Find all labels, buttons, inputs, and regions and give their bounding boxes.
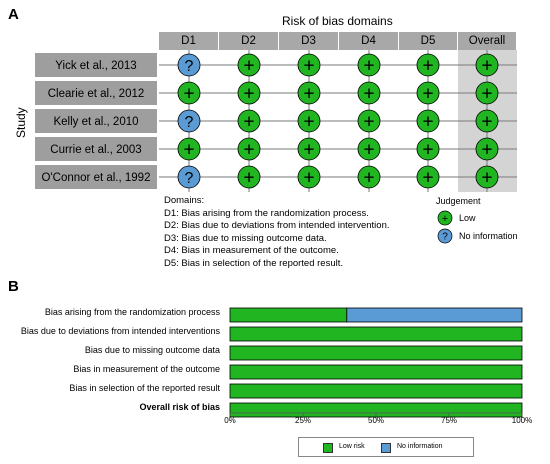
bar-label-selection: Bias in selection of the reported result <box>69 383 220 393</box>
bar-low-5 <box>230 384 522 398</box>
legend-label-low: Low risk <box>339 443 365 450</box>
svg-text:+: + <box>481 83 493 105</box>
svg-text:+: + <box>183 139 195 161</box>
svg-text:+: + <box>363 139 375 161</box>
domains-legend-d4: D4: Bias in measurement of the outcome. <box>164 245 339 256</box>
bar-label-overall: Overall risk of bias <box>139 402 220 412</box>
svg-text:+: + <box>422 167 434 189</box>
svg-text:+: + <box>363 167 375 189</box>
header-d2: D2 <box>219 32 279 50</box>
bar-label-missing-data: Bias due to missing outcome data <box>84 345 220 355</box>
svg-text:+: + <box>422 139 434 161</box>
svg-text:+: + <box>481 111 493 133</box>
low-legend-label: Low <box>459 213 476 223</box>
svg-text:+: + <box>303 111 315 133</box>
svg-text:?: ? <box>184 58 194 75</box>
svg-text:+: + <box>481 139 493 161</box>
study-label-5: O'Connor et al., 1992 <box>34 164 158 190</box>
svg-text:+: + <box>183 83 195 105</box>
svg-text:+: + <box>243 83 255 105</box>
x-tick-100: 100% <box>511 416 533 425</box>
svg-text:+: + <box>303 167 315 189</box>
x-tick-50: 50% <box>367 416 385 425</box>
svg-text:+: + <box>422 55 434 77</box>
svg-text:+: + <box>243 139 255 161</box>
domains-legend-d1: D1: Bias arising from the randomization process. <box>164 207 369 219</box>
noinfo-legend-symbol: ? <box>442 231 448 243</box>
risk-of-bias-domains-title: Risk of bias domains <box>282 14 393 28</box>
svg-text:+: + <box>422 111 434 133</box>
study-label-4: Currie et al., 2003 <box>34 136 158 162</box>
svg-text:+: + <box>481 55 493 77</box>
legend-swatch-low <box>323 443 333 453</box>
bar-chart-legend <box>298 437 474 457</box>
study-label-1: Yick et al., 2013 <box>34 52 158 78</box>
low-legend-symbol: + <box>441 212 449 225</box>
x-tick-25: 25% <box>294 416 312 425</box>
svg-text:+: + <box>243 111 255 133</box>
x-tick-0: 0% <box>224 416 236 425</box>
bar-label-randomization: Bias arising from the randomization process <box>44 307 220 317</box>
svg-text:+: + <box>363 111 375 133</box>
domains-legend-title: Domains: <box>164 195 205 206</box>
svg-text:+: + <box>303 139 315 161</box>
domains-legend-d5: D5: Bias in selection of the reported result. <box>164 257 344 269</box>
svg-text:+: + <box>363 83 375 105</box>
panel-a-label: A <box>8 6 19 23</box>
panel-b-label: B <box>8 278 19 295</box>
study-label-2: Clearie et al., 2012 <box>34 80 158 106</box>
noinfo-legend-label: No information <box>459 231 518 241</box>
x-tick-75: 75% <box>440 416 458 425</box>
svg-text:+: + <box>303 55 315 77</box>
bar-low-1 <box>230 308 347 322</box>
header-d4: D4 <box>339 32 399 50</box>
header-d3: D3 <box>279 32 339 50</box>
bar-low-3 <box>230 346 522 360</box>
svg-text:+: + <box>481 167 493 189</box>
study-label-3: Kelly et al., 2010 <box>34 108 158 134</box>
svg-text:+: + <box>363 55 375 77</box>
judgement-legend-title: Judgement <box>436 196 481 206</box>
header-d1: D1 <box>159 32 219 50</box>
svg-text:?: ? <box>184 170 194 187</box>
svg-text:+: + <box>243 167 255 189</box>
domains-legend-d2: D2: Bias due to deviations from intended intervention. <box>164 220 390 231</box>
legend-swatch-noinfo <box>381 443 391 453</box>
domains-legend-d3: D3: Bias due to missing outcome data. <box>164 232 327 244</box>
header-d5: D5 <box>399 32 458 50</box>
svg-text:+: + <box>422 83 434 105</box>
bar-noinfo-1 <box>347 308 522 322</box>
svg-text:+: + <box>243 55 255 77</box>
bar-label-measurement: Bias in measurement of the outcome <box>73 364 220 374</box>
svg-text:?: ? <box>184 114 194 131</box>
bar-low-2 <box>230 327 522 341</box>
study-axis-label: Study <box>14 107 28 138</box>
bar-low-4 <box>230 365 522 379</box>
svg-text:+: + <box>303 83 315 105</box>
bar-label-deviations: Bias due to deviations from intended interventions <box>20 326 220 336</box>
header-overall: Overall <box>458 32 517 50</box>
legend-label-noinfo: No information <box>397 443 443 450</box>
